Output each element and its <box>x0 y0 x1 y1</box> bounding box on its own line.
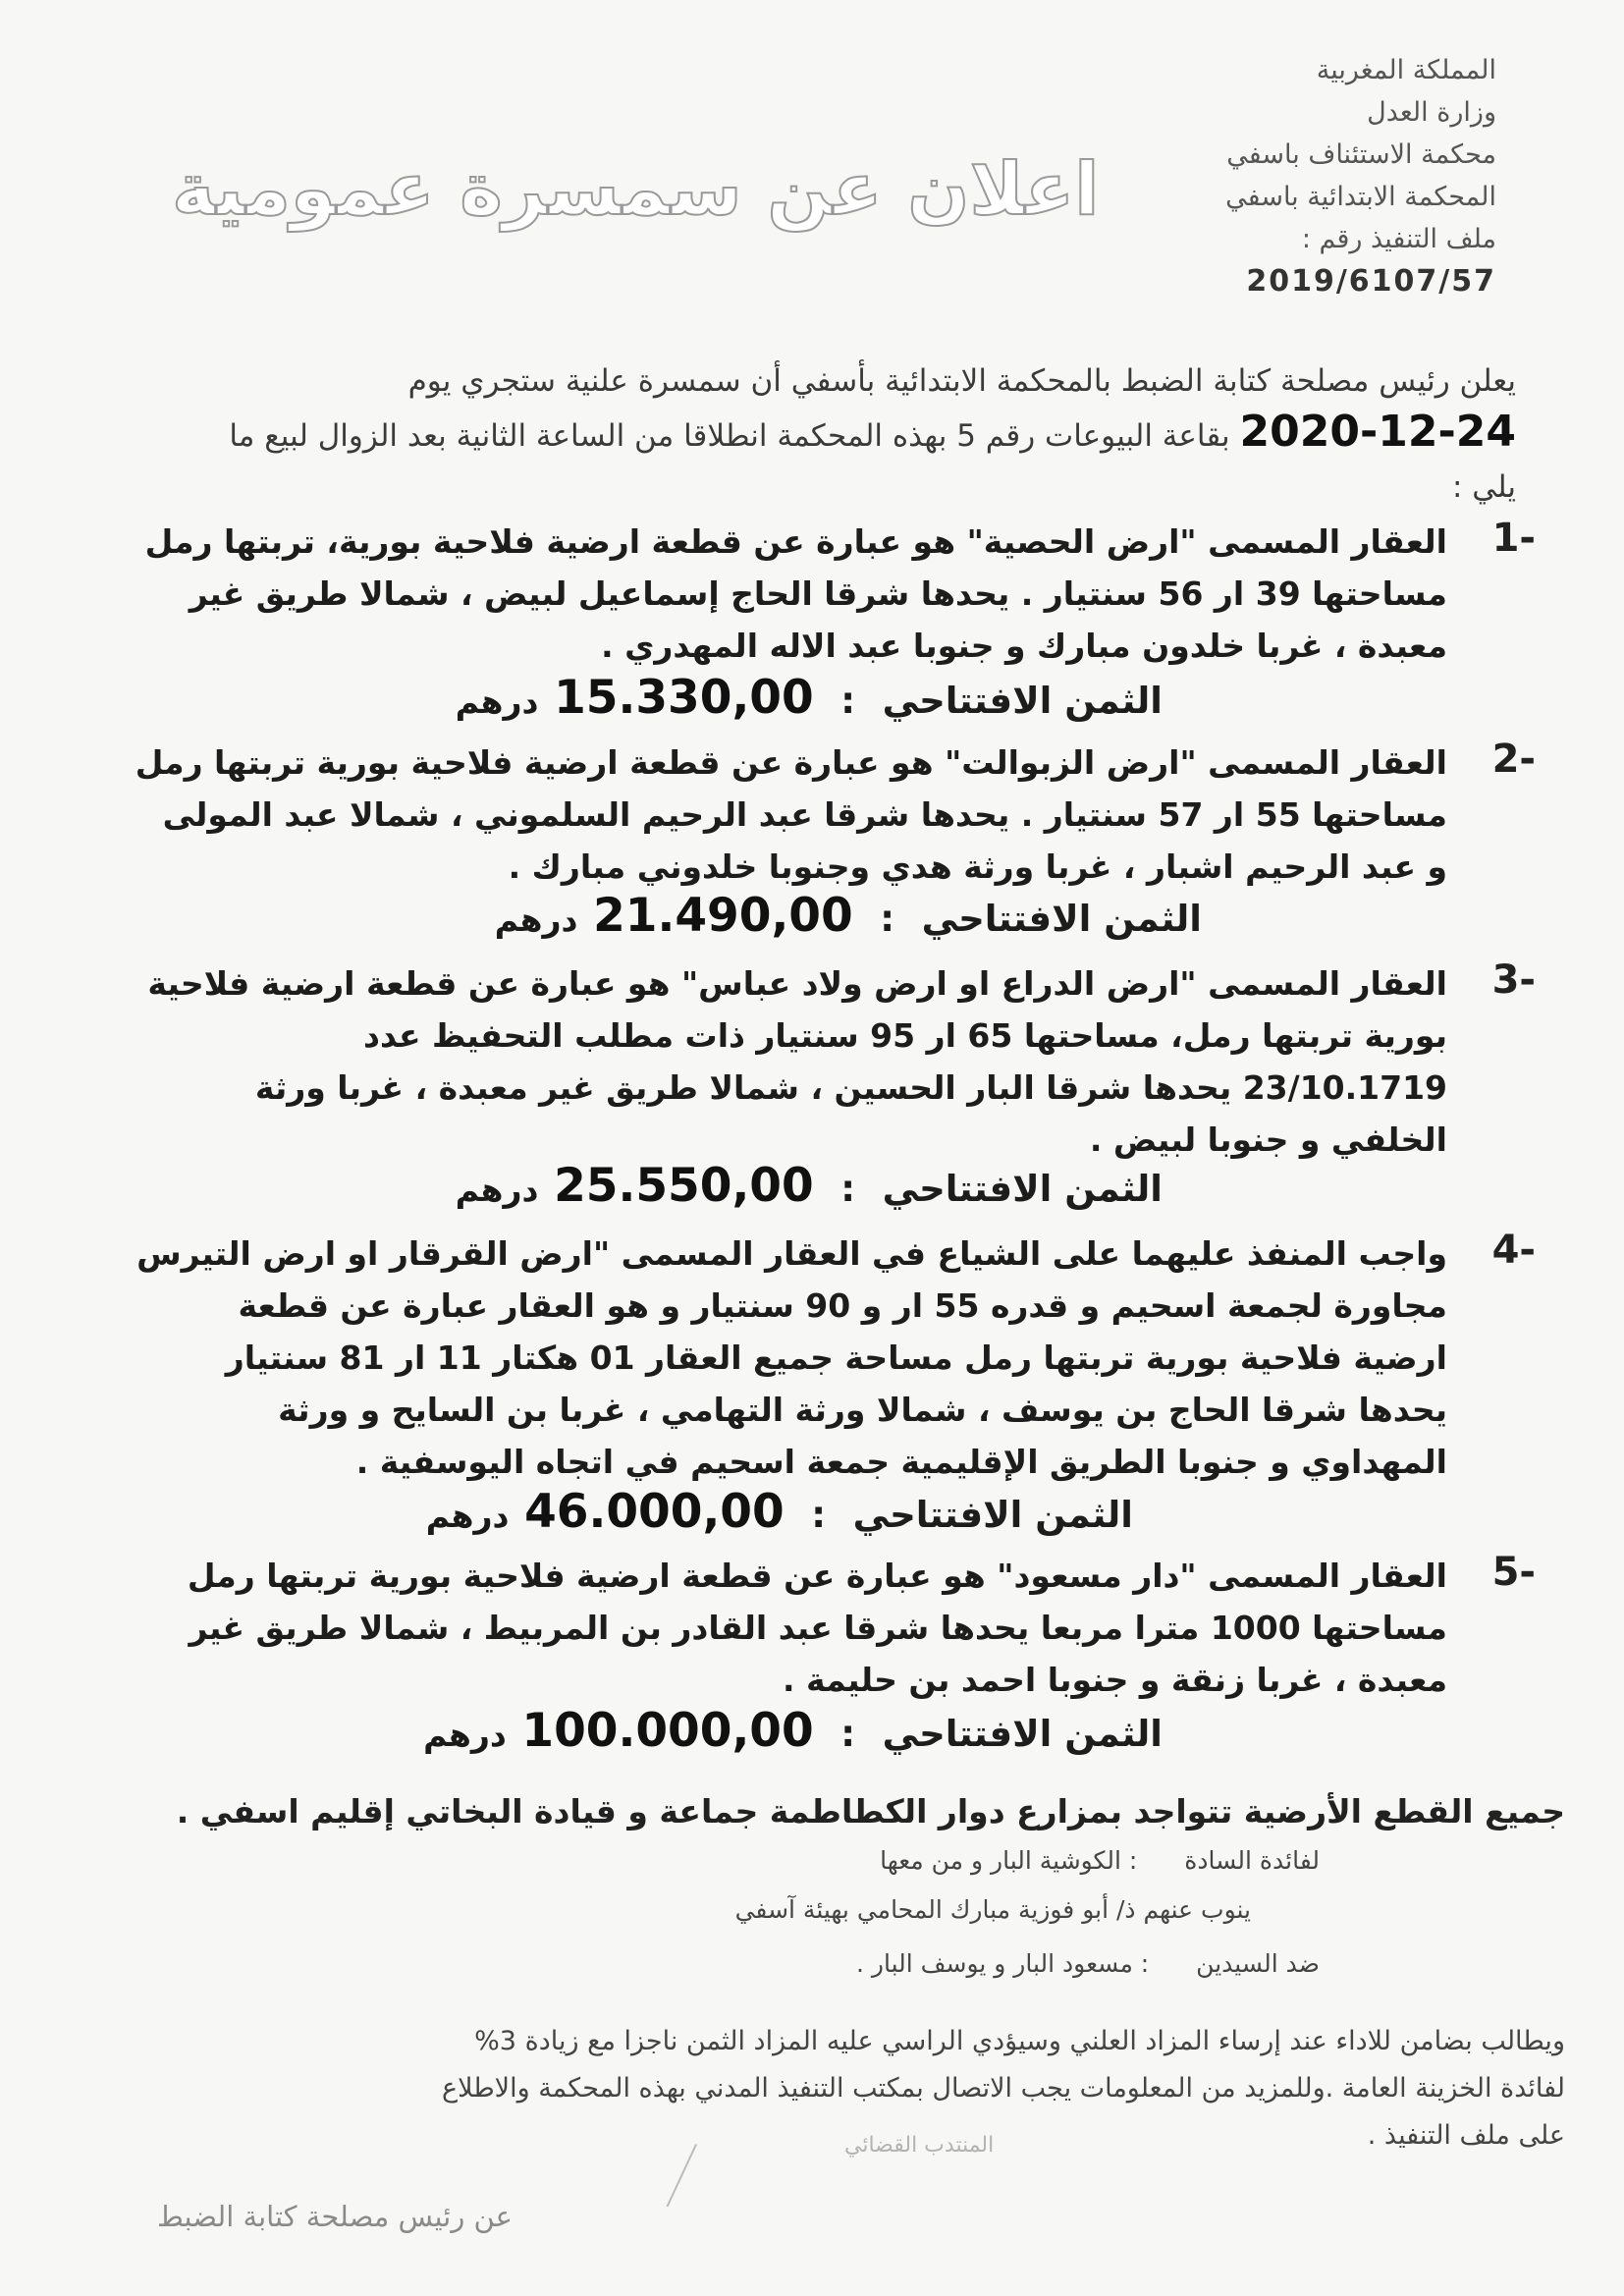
property-item-2 <box>69 737 1536 893</box>
property-item-4 <box>69 1228 1536 1488</box>
item-line: ارضية فلاحية بورية تربتها رمل مساحة جميع العقار 01 هكتار 11 ار 81 سنتيار <box>225 1339 1447 1377</box>
currency: درهم <box>494 901 578 939</box>
item-number: 2- <box>1491 737 1536 782</box>
item-line: مساحتها 1000 مترا مربعا يحدها شرقا عبد القادر بن المربيط ، شمالا طريق غير <box>189 1609 1447 1647</box>
document-title: اعلان عن سمسرة عمومية <box>172 147 1100 232</box>
price-amount: 21.490,00 <box>593 889 853 943</box>
closing-paragraph <box>49 2018 1565 2159</box>
item-line: مساحتها 55 ار 57 سنتيار . يحدها شرقا عبد الرحيم السلموني ، شمالا عبد المولى <box>162 795 1447 834</box>
item-line: العقار المسمى "ارض الزبوالت" هو عبارة عن قطعة ارضية فلاحية بورية تربتها رمل <box>135 743 1447 782</box>
item-line: العقار المسمى "دار مسعود" هو عبارة عن قطعة ارضية فلاحية بورية تربتها رمل <box>187 1557 1447 1595</box>
intro-line-2: بقاعة البيوعات رقم 5 بهذه المحكمة انطلاقا من الساعة الثانية بعد الزوال لبيع ما <box>229 418 1230 454</box>
opening-price-4: الثمن الافتتاحي : 46.000,00 درهم <box>425 1485 1133 1539</box>
item-number: 3- <box>1491 957 1536 1003</box>
opening-price-5: الثمن الافتتاحي : 100.000,00 درهم <box>423 1704 1163 1758</box>
item-line: 23/10.1719 يحدها شرقا البار الحسين ، شمالا طريق غير معبدة ، غربا ورثة <box>254 1068 1447 1107</box>
item-line: واجب المنفذ عليهما على الشياع في العقار المسمى "ارض القرقار او ارض التيرس <box>136 1234 1447 1273</box>
representative-line: ينوب عنهم ذ/ أبو فوزية مبارك المحامي بهيئة آسفي <box>734 1895 1251 1924</box>
location-summary: جميع القطع الأرضية تتواجد بمزارع دوار الكطاطمة جماعة و قيادة البخاتي إقليم اسفي . <box>176 1792 1565 1831</box>
property-item-5 <box>69 1550 1536 1706</box>
scribble-line-1: المنتدب القضائي <box>844 2133 995 2158</box>
closing-line-3: على ملف التنفيذ . <box>1367 2120 1565 2151</box>
court-header <box>1084 49 1496 302</box>
item-line: معبدة ، غربا زنقة و جنوبا احمد بن حليمة . <box>782 1661 1447 1699</box>
property-item-3 <box>69 957 1536 1166</box>
item-line: مجاورة لجمعة اسحيم و قدره 55 ار و 90 سنتيار و هو العقار عبارة عن قطعة <box>238 1286 1447 1325</box>
currency: درهم <box>425 1497 510 1535</box>
price-label: الثمن الافتتاحي <box>921 898 1202 940</box>
property-item-1 <box>69 516 1536 672</box>
item-line: العقار المسمى "ارض الدراع او ارض ولاد عباس" هو عبارة عن قطعة ارضية فلاحية <box>147 964 1447 1003</box>
price-label: الثمن الافتتاحي <box>882 680 1163 722</box>
item-number: 1- <box>1491 516 1536 561</box>
against-line <box>856 1949 1320 1978</box>
against-names: : مسعود البار و يوسف البار . <box>856 1949 1150 1978</box>
appeal-court-line: محكمة الاستئناف باسفي <box>1226 139 1496 170</box>
item-number: 4- <box>1491 1228 1536 1273</box>
beneficiary-line <box>880 1846 1320 1875</box>
intro-line-1: يعلن رئيس مصلحة كتابة الضبط بالمحكمة الابتدائية بأسفي أن سمسرة علنية ستجري يوم <box>407 363 1516 399</box>
closing-line-1: ويطالب بضامن للاداء عند إرساء المزاد العلني وسيؤدي الراسي عليه المزاد الثمن ناجزا مع زيادة 3% <box>474 2026 1565 2056</box>
opening-price-3: الثمن الافتتاحي : 25.550,00 درهم <box>455 1159 1163 1213</box>
intro-paragraph <box>98 355 1516 513</box>
handwritten-note <box>844 2131 994 2160</box>
item-line: بورية تربتها رمل، مساحتها 65 ار 95 سنتيار ذات مطلب التحفيظ عدد <box>363 1016 1447 1055</box>
price-amount: 46.000,00 <box>524 1485 785 1539</box>
auction-date: 2020-12-24 <box>1239 407 1516 457</box>
closing-line-2: لفائدة الخزينة العامة .وللمزيد من المعلومات يجب الاتصال بمكتب التنفيذ المدني بهذه المحكمة والاطلاع <box>441 2073 1565 2104</box>
item-line: المهداوي و جنوبا الطريق الإقليمية جمعة اسحيم في اتجاه اليوسفية . <box>355 1443 1447 1481</box>
item-line: مساحتها 39 ار 56 سنتيار . يحدها شرقا الحاج إسماعيل لبيض ، شمالا طريق غير <box>189 574 1447 613</box>
item-number: 5- <box>1491 1550 1536 1595</box>
kingdom-line: المملكة المغربية <box>1316 55 1496 85</box>
beneficiary-names: : الكوشية البار و من معها <box>880 1846 1138 1875</box>
file-number: 2019/6107/57 <box>1246 264 1496 299</box>
price-amount: 15.330,00 <box>554 671 814 725</box>
price-label: الثمن الافتتاحي <box>882 1168 1163 1210</box>
signature-text: عن رئيس مصلحة كتابة الضبط <box>157 2200 513 2233</box>
price-amount: 100.000,00 <box>521 1704 814 1758</box>
item-line: الخلفي و جنوبا لبيض . <box>1089 1121 1447 1159</box>
ministry-line: وزارة العدل <box>1367 97 1496 128</box>
price-amount: 25.550,00 <box>554 1159 814 1213</box>
price-label: الثمن الافتتاحي <box>852 1494 1133 1536</box>
currency: درهم <box>423 1716 507 1754</box>
price-label: الثمن الافتتاحي <box>882 1713 1163 1755</box>
opening-price-2: الثمن الافتتاحي : 21.490,00 درهم <box>494 889 1202 943</box>
opening-price-1: الثمن الافتتاحي : 15.330,00 درهم <box>455 671 1163 725</box>
file-label: ملف التنفيذ رقم : <box>1301 224 1496 254</box>
beneficiary-label: لفائدة السادة <box>1184 1846 1320 1875</box>
item-line: العقار المسمى "ارض الحصية" هو عبارة عن قطعة ارضية فلاحية بورية، تربتها رمل <box>144 522 1447 561</box>
first-court-line: المحكمة الابتدائية باسفي <box>1225 182 1496 212</box>
item-line: و عبد الرحيم اشبار ، غربا ورثة هدي وجنوبا خلدوني مبارك . <box>508 847 1447 886</box>
item-line: معبدة ، غربا خلدون مبارك و جنوبا عبد الاله المهدري . <box>601 627 1447 665</box>
against-label: ضد السيدين <box>1196 1949 1320 1978</box>
currency: درهم <box>455 683 539 721</box>
currency: درهم <box>455 1171 539 1209</box>
item-line: يحدها شرقا الحاج بن يوسف ، شمالا ورثة التهامي ، غربا بن السايح و ورثة <box>278 1391 1447 1429</box>
intro-line-3: يلي : <box>1451 469 1516 505</box>
